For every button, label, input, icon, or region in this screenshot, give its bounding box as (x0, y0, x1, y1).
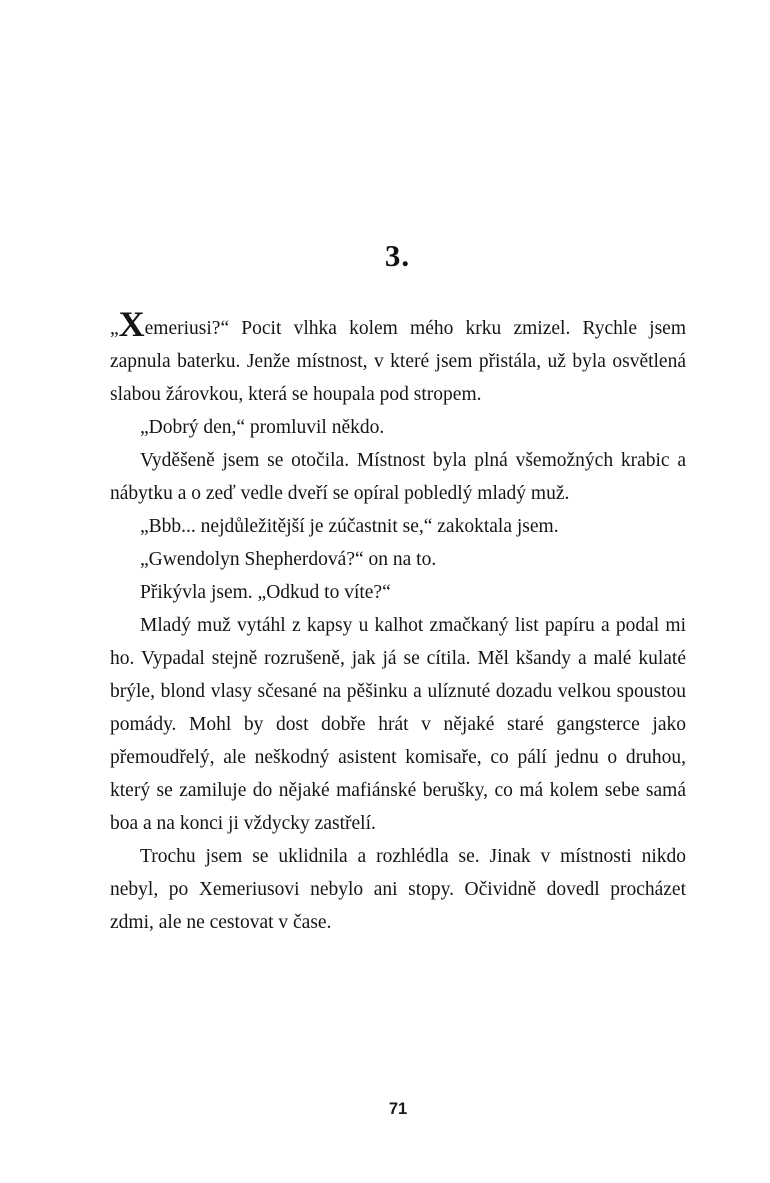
paragraph: „Dobrý den,“ promluvil někdo. (140, 417, 385, 438)
paragraph-first-text: emeriusi?“ Pocit vlhka kolem mého krku zmizel. Rychle jsem zapnula baterku. Jenže místnost, v které jsem přistála, už byla osvětlená slabou žárovkou, která se houpala pod stropem. (110, 318, 686, 405)
paragraph-first (110, 304, 686, 411)
chapter-number: 3. (384, 238, 411, 273)
body-text (110, 304, 686, 939)
paragraph: Mladý muž vytáhl z kapsy u kalhot zmačkaný list papíru a podal mi ho. Vypadal stejně rozrušeně, jak já se cítila. Měl kšandy a malé kulaté brýle, blond vlasy sčesané na pěšinku a ulíznuté dozadu velkou spoustou pomády. Mohl by dost dobře hrát v nějaké staré gangsterce jako přemoudřelý, ale neškodný asistent komisaře, co pálí jednu o druhou, který se zamiluje do nějaké mafiánské berušky, co má kolem sebe samá boa a na konci ji vždycky zastřelí. (110, 615, 686, 834)
drop-cap-initial: X (118, 304, 145, 344)
paragraph: Trochu jsem se uklidnila a rozhlédla se. Jinak v místnosti nikdo nebyl, po Xemeriusovi nebylo ani stopy. Očividně dovedl procházet zdmi, ale ne cestovat v čase. (110, 846, 686, 933)
paragraph: „Gwendolyn Shepherdová?“ on na to. (140, 549, 437, 570)
opening-quote: „ (110, 318, 119, 339)
paragraph: Přikývla jsem. „Odkud to víte?“ (140, 582, 391, 603)
page-number: 71 (388, 1100, 408, 1118)
paragraph: „Bbb... nejdůležitější je zúčastnit se,“ zakoktala jsem. (140, 516, 559, 537)
paragraph: Vyděšeně jsem se otočila. Místnost byla plná všemožných krabic a nábytku a o zeď vedle dveří se opíral pobledlý mladý muž. (110, 450, 686, 504)
